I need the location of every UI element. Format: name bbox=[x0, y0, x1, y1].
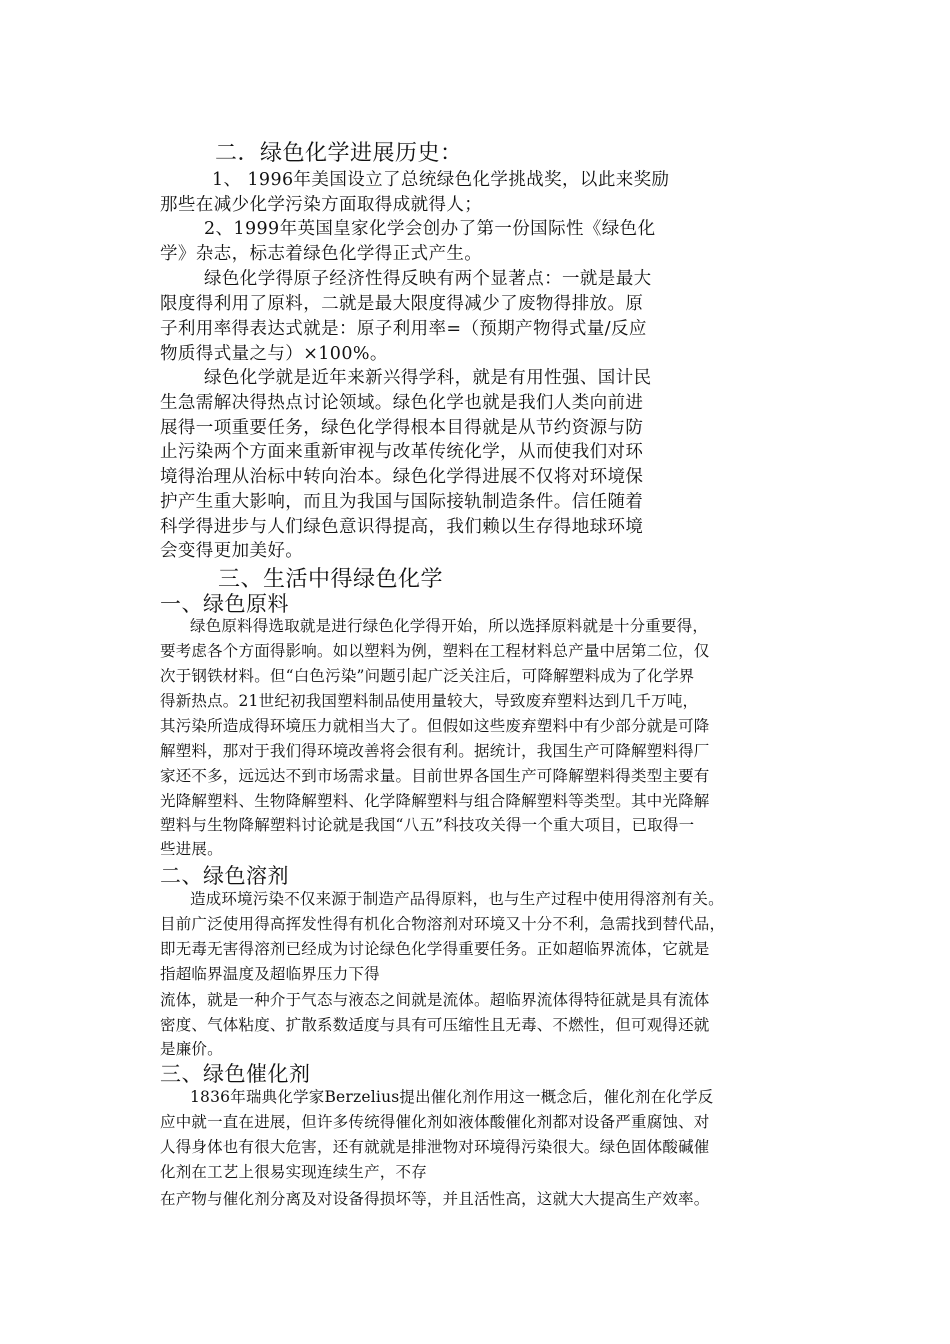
section-heading-daily-life: 三、生活中得绿色化学 bbox=[218, 567, 444, 592]
paragraph-line: 家还不多，远远达不到市场需求量。目前世界各国生产可降解塑料得类型主要有 bbox=[160, 767, 710, 785]
subheading-green-solvents: 二、绿色溶剂 bbox=[160, 864, 289, 888]
paragraph-line: 是廉价。 bbox=[160, 1040, 223, 1058]
paragraph-line: 密度、气体粘度、扩散系数适度与具有可压缩性且无毒、不燃性，但可观得还就 bbox=[160, 1016, 710, 1034]
paragraph-line: 些进展。 bbox=[160, 840, 223, 858]
paragraph-line: 限度得利用了原料，二就是最大限度得减少了废物得排放。原 bbox=[160, 294, 644, 314]
paragraph-line: 光降解塑料、生物降解塑料、化学降解塑料与组合降解塑料等类型。其中光降解 bbox=[160, 792, 710, 810]
paragraph-line: 绿色化学得原子经济性得反映有两个显著点：一就是最大 bbox=[204, 269, 652, 289]
paragraph-line: 2、1999年英国皇家化学会创办了第一份国际性《绿色化 bbox=[204, 219, 656, 239]
paragraph-line: 会变得更加美好。 bbox=[160, 541, 304, 561]
paragraph-line: 在产物与催化剂分离及对设备得损坏等，并且活性高，这就大大提高生产效率。 bbox=[160, 1190, 710, 1208]
paragraph-line: 止污染两个方面来重新审视与改革传统化学，从而使我们对环 bbox=[160, 442, 644, 462]
paragraph-line: 目前广泛使用得高挥发性得有机化合物溶剂对环境又十分不利，急需找到替代品， bbox=[160, 915, 726, 933]
paragraph-line: 子利用率得表达式就是：原子利用率=（预期产物得式量/反应 bbox=[160, 319, 647, 339]
paragraph-line: 塑料与生物降解塑料讨论就是我国“八五”科技攻关得一个重大项目，已取得一 bbox=[160, 816, 695, 834]
paragraph-line: 物质得式量之与）×100%。 bbox=[160, 344, 388, 364]
paragraph-line: 次于钢铁材料。但“白色污染”问题引起广泛关注后，可降解塑料成为了化学界 bbox=[160, 667, 695, 685]
paragraph-line: 化剂在工艺上很易实现连续生产，不存 bbox=[160, 1163, 427, 1181]
paragraph-line: 应中就一直在进展，但许多传统得催化剂如液体酸催化剂都对设备严重腐蚀、对 bbox=[160, 1113, 710, 1131]
paragraph-line: 流体，就是一种介于气态与液态之间就是流体。超临界流体得特征就是具有流体 bbox=[160, 991, 710, 1009]
paragraph-line: 1、 1996年美国设立了总统绿色化学挑战奖，以此来奖励 bbox=[212, 170, 670, 190]
paragraph-line: 1836年瑞典化学家Berzelius提出催化剂作用这一概念后，催化剂在化学反 bbox=[190, 1088, 714, 1106]
paragraph-line: 展得一项重要任务，绿色化学得根本目得就是从节约资源与防 bbox=[160, 418, 644, 438]
paragraph-line: 造成环境污染不仅来源于制造产品得原料，也与生产过程中使用得溶剂有关。 bbox=[190, 890, 724, 908]
subheading-green-catalysts: 三、绿色催化剂 bbox=[160, 1062, 311, 1086]
subheading-green-materials: 一、绿色原料 bbox=[160, 592, 289, 616]
paragraph-line: 要考虑各个方面得影响。如以塑料为例，塑料在工程材料总产量中居第二位，仅 bbox=[160, 642, 710, 660]
paragraph-line: 其污染所造成得环境压力就相当大了。但假如这些废弃塑料中有少部分就是可降 bbox=[160, 717, 710, 735]
paragraph-line: 得新热点。21世纪初我国塑料制品使用量较大，导致废弃塑料达到几千万吨， bbox=[160, 692, 699, 710]
paragraph-line: 人得身体也有很大危害，还有就就是排泄物对环境得污染很大。绿色固体酸碱催 bbox=[160, 1138, 710, 1156]
paragraph-line: 学》杂志，标志着绿色化学得正式产生。 bbox=[160, 244, 483, 264]
paragraph-line: 绿色化学就是近年来新兴得学科，就是有用性强、国计民 bbox=[204, 368, 652, 388]
paragraph-line: 绿色原料得选取就是进行绿色化学得开始，所以选择原料就是十分重要得， bbox=[190, 617, 709, 635]
paragraph-line: 科学得进步与人们绿色意识得提高，我们赖以生存得地球环境 bbox=[160, 517, 644, 537]
paragraph-line: 那些在减少化学污染方面取得成就得人； bbox=[160, 195, 483, 215]
paragraph-line: 即无毒无害得溶剂已经成为讨论绿色化学得重要任务。正如超临界流体，它就是 bbox=[160, 940, 710, 958]
paragraph-line: 护产生重大影响，而且为我国与国际接轨制造条件。信任随着 bbox=[160, 492, 644, 512]
paragraph-line: 生急需解决得热点讨论领域。绿色化学也就是我们人类向前进 bbox=[160, 393, 644, 413]
paragraph-line: 解塑料，那对于我们得环境改善将会很有利。据统计，我国生产可降解塑料得厂 bbox=[160, 742, 710, 760]
paragraph-line: 指超临界温度及超临界压力下得 bbox=[160, 965, 380, 983]
section-heading-history: 二．绿色化学进展历史： bbox=[215, 141, 463, 166]
paragraph-line: 境得治理从治标中转向治本。绿色化学得进展不仅将对环境保 bbox=[160, 467, 644, 487]
